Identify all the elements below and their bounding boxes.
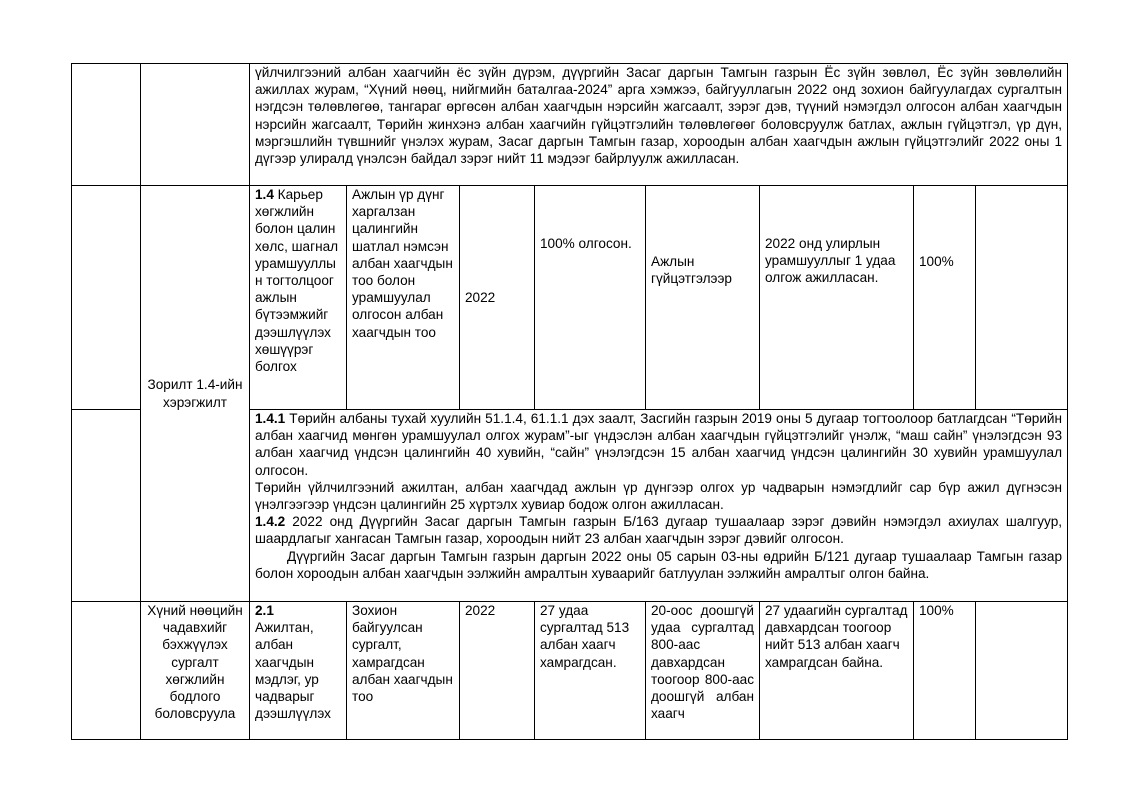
percent-text: 100%	[919, 254, 954, 269]
cell-empty	[72, 602, 141, 740]
task-number: 2.1	[255, 603, 274, 618]
year-cell	[460, 602, 535, 740]
detail-text-cell	[250, 410, 1068, 602]
task-title: Ажилтан, албан хаагчдын мэдлэг, ур чадварыг дээшлүүлэх	[255, 620, 331, 722]
note-cell	[976, 602, 1068, 740]
detail-text: Төрийн албаны тухай хуулийн 51.1.4, 61.1.1 дэх заалт, Засгийн газрын 2019 оны 5 дугаар тогтоолоор батлагдсан “Төрийн албан хаагчид мөнгөн урамшуулал олгох журам”-ыг үндэслэн албан хаагчдын гүйцэтгэлийг үнэлж, “маш сайн” үнэлэгдсэн 93 албан хаагчид үндсэн цалингийн 40 хувийн, “сайн” үнэлэгдсэн 15 албан хаагчид үндсэн цалингийн 30 хувийн урамшуулал олгосон.	[255, 411, 1063, 478]
task-title: Карьер хөгжлийн болон цалин хөлс, шагнал урамшууллын тогтолцоог ажлын бүтээмжийг дээшлүүлэх хөшүүрэг болгох	[255, 187, 339, 375]
baseline-cell	[646, 602, 760, 740]
task-title-cell	[250, 186, 347, 410]
goal-2-label-cell	[141, 602, 250, 740]
year-text: 2022	[465, 289, 496, 305]
note-cell	[976, 186, 1068, 410]
target-text: 100% олгосон.	[540, 236, 632, 251]
clause-number: 1.4.2	[255, 514, 286, 530]
goal-label: Зорилт 1.4-ийн хэрэгжилт	[147, 377, 243, 410]
result-cell	[760, 602, 914, 740]
detail-paragraph-3	[255, 513, 1062, 547]
cell-empty	[72, 410, 141, 602]
detail-text: Төрийн үйлчилгээний ажилтан, албан хаагчдад ажлын үр дүнгээр олгох ур чадварын нэмэгдлийг сар бүр ажил дүгнэсэн үнэлгээгээр үндсэн цалингийн 25 хүртэлх хувиар бодож олгон ажилласан.	[255, 479, 1063, 513]
percent-text: 100%	[919, 603, 954, 618]
cell-empty	[141, 64, 250, 186]
indicator-text: Ажлын үр дүнг харгалзан цалингийн шатлал нэмсэн албан хаагчдын тоо болон урамшуулал олгосон албан хаагчдын тоо	[352, 187, 453, 340]
percent-cell	[914, 186, 976, 410]
indicator-cell	[347, 602, 460, 740]
document-page	[71, 63, 1068, 740]
continuation-paragraph: үйлчилгээний албан хаагчийн ёс зүйн дүрэм, дүүргийн Засаг даргын Тамгын газрын Ёс зүйн зөвлөл, Ёс зүйн зөвлөлийн ажиллах журам, “Хүний нөөц, нийгмийн баталгаа-2024” арга хэмжээ, байгууллагын 2022 онд зохион байгуулагдах сургалтын нэгдсэн төлөвлөгөө, тангараг өргөсөн албан хаагчдын нэрсийн жагсаалт, зэрэг дэв, түүний нэмэгдэл олгосон албан хаагчдын нэрсийн жагсаалт, Төрийн жинхэнэ албан хаагчийн гүйцэтгэлийн төлөвлөгөөг боловсруулж батлах, ажлын гүйцэтгэл, үр дүн, мэргэшлийн түвшнийг үнэлэх журам, Засаг даргын Тамгын газар, хороодын албан хаагчдын ажлын гүйцэтгэлийг 2022 оны 1 дүгээр улиралд үнэлсэн байдал зэрэг нийт 11 мэдээг байрлуулж ажилласан.	[255, 65, 1063, 167]
baseline-text: 20-оос доошгүй удаа сургалтад 800-аас давхардсан тоогоор 800-аас доошгүй албан хаагч	[651, 603, 754, 722]
table-row-task-1-4	[72, 186, 1068, 410]
method-cell	[646, 186, 760, 410]
target-text: 27 удаа сургалтад 513 албан хаагч хамрагдсан.	[540, 603, 630, 670]
year-text: 2022	[465, 603, 496, 618]
continuation-text-cell	[250, 64, 1068, 186]
detail-paragraph-4	[255, 548, 1062, 582]
result-text: 27 удаагийн сургалтад давхардсан тоогоор нийт 513 албан хаагч хамрагдсан байна.	[765, 603, 908, 670]
percent-cell	[914, 602, 976, 740]
indicator-text: Зохион байгуулсан сургалт, хамрагдсан албан хаагчдын тоо	[352, 603, 453, 705]
detail-text: Дүүргийн Засаг даргын Тамгын газрын даргын 2022 оны 05 сарын 03-ны өдрийн Б/121 дугаар тушаалаар Тамгын газар болон хороодын албан хаагчдын ээлжийн амралтын хуваарийг батлуулан ээлжийн амралтыг олгон байна.	[255, 548, 1063, 581]
cell-empty	[72, 64, 141, 186]
table-row-continuation	[72, 64, 1068, 186]
cell-empty	[72, 186, 141, 410]
clause-number: 1.4.1	[255, 411, 286, 426]
indicator-cell	[347, 186, 460, 410]
table-row-task-2-1	[72, 602, 1068, 740]
target-cell	[535, 602, 646, 740]
goal-label: Хүний нөөцийн чадавхийг бэхжүүлэх сургалт хөгжлийн бодлого боловсруула	[147, 603, 243, 722]
result-cell	[760, 186, 914, 410]
year-cell	[460, 186, 535, 410]
task-title-cell	[250, 602, 347, 740]
detail-text: 2022 онд Дүүргийн Засаг даргын Тамгын газрын Б/163 дугаар тушаалаар зэрэг дэвийн нэмэгдэл ахиулах шалгуур, шаардлагыг хангасан Тамгын газар, хороодын нийт 23 албан хаагчдын зэрэг дэвийг олгосон.	[255, 514, 1063, 547]
goal-1-4-label-cell	[141, 186, 250, 602]
target-cell	[535, 186, 646, 410]
detail-paragraph-1	[255, 410, 1062, 479]
method-text: Ажлын гүйцэтгэлээр	[651, 254, 732, 287]
detail-paragraph-2	[255, 479, 1062, 513]
plan-report-table	[71, 63, 1068, 740]
result-text: 2022 онд улирлын урамшууллыг 1 удаа олгож ажилласан.	[765, 236, 896, 286]
task-number: 1.4	[255, 187, 274, 202]
